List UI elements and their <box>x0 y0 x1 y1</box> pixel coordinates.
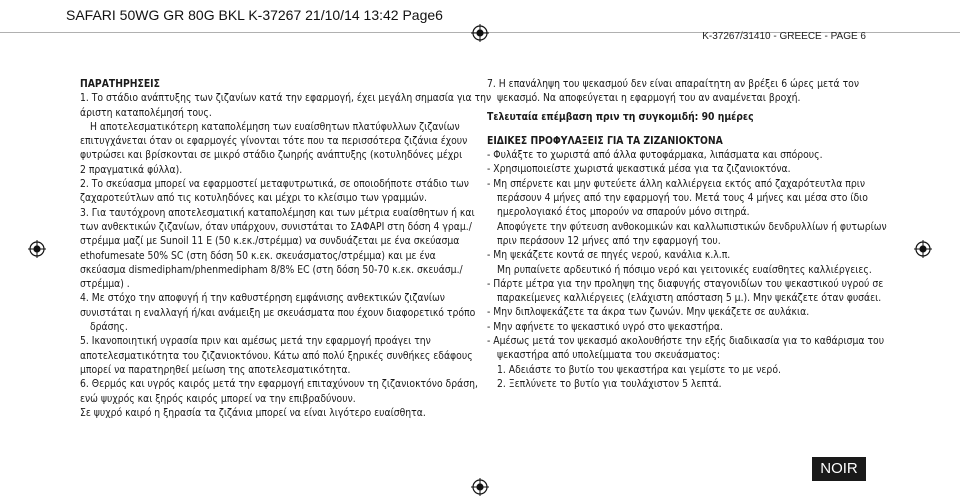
text-line: Μη ρυπαίνετε αρδευτικό ή πόσιμο νερό και γειτονικές ευαίσθητες καλλιέργειες. <box>497 263 872 276</box>
text-line: - Χρησιμοποιείστε χωριστά ψεκαστικά μέσα για τα ζιζανιοκτόνα. <box>487 163 791 176</box>
text-line: - Πάρτε μέτρα για την προληψη της διαφυγής σταγονιδίων του ψεκαστικού υγρού σε <box>487 277 884 290</box>
text-line: ethofumesate 50% SC (στη δόση 50 κ.εκ. σκευάσματος/στρέμμα) και με ένα <box>80 249 436 262</box>
text-line: - Μην αφήνετε το ψεκαστικό υγρό στο ψεκαστήρα. <box>487 320 723 333</box>
text-line: άριστη καταπολέμησή τους. <box>80 106 212 119</box>
registration-mark-icon <box>471 478 489 496</box>
last-application-value: 90 ημέρες <box>698 110 754 123</box>
text-line: 3. Για ταυτόχρονη αποτελεσματική καταπολέμηση και των μέτρια ευαίσθητων ή και <box>80 206 475 219</box>
text-line: 1. Αδειάστε το βυτίο του ψεκαστήρα και γεμίστε το με νερό. <box>497 363 781 376</box>
last-application-line <box>487 110 877 124</box>
text-line: 2 πραγματικά φύλλα). <box>80 163 183 176</box>
text-line: παρακείμενες καλλιέργειες (ελάχιστη απόσταση 5 μ.). Μην ψεκάζετε όταν φυσάει. <box>497 292 882 305</box>
text-line: πριν περάσουν 12 μήνες από την εφαρμογή του. <box>497 234 721 247</box>
text-line: σκεύασμα dismedipham/phenmedipham 8/8% EC (στη δόση 50-70 κ.εκ. σκευάσμ./ <box>80 263 463 276</box>
text-line: περάσουν 4 μήνες από την εφαρμογή του. Μετά τους 4 μήνες και μέσα στο ίδιο <box>497 192 868 205</box>
text-line: δράσης. <box>90 321 128 334</box>
text-line: Η αποτελεσματικότερη καταπολέμηση των ευαίσθητων πλατύφυλλων ζιζανίων <box>90 120 460 133</box>
remarks-heading: ΠΑΡΑΤΗΡΗΣΕΙΣ <box>80 78 160 90</box>
text-line: συνιστάται η εναλλαγή ή/και ανάμειξη με σκευάσματα που έχουν διαφορετικό τρόπο <box>80 306 476 319</box>
registration-mark-icon <box>28 240 46 258</box>
text-line: Αποφύγετε την φύτευση ανθοκομικών και καλλωπιστικών δενδρυλλίων ή φυτωρίων <box>497 220 887 233</box>
text-line: ψεκασμό. Να αποφεύγεται η εφαρμογή του αν αναμένεται βροχή. <box>497 92 801 105</box>
text-line: - Φυλάξτε το χωριστά από άλλα φυτοφάρμακα, λιπάσματα και σπόρους. <box>487 149 823 162</box>
text-line: των ανθεκτικών ζιζανίων, όταν υπάρχουν, συνιστάται το ΣΑΦΑΡΙ στη δόση 4 γραμ./ <box>80 220 472 233</box>
text-line: - Αμέσως μετά τον ψεκασμό ακολουθήστε την εξής διαδικασία για το καθάρισμα του <box>487 335 885 348</box>
left-column <box>80 77 492 420</box>
text-line: στρέμμα) . <box>80 278 130 291</box>
text-line: ζαχαροτεύτλων από τις κοτυληδόνες και μέχρι το κλείσιμο των γραμμών. <box>80 192 427 205</box>
text-line: Σε ψυχρό καιρό η ξηρασία τα ζιζάνια μπορεί να είναι λιγότερο ευαίσθητα. <box>80 406 426 419</box>
color-separation-badge: NOIR <box>812 457 866 481</box>
text-line: 1. Το στάδιο ανάπτυξης των ζιζανίων κατά την εφαρμογή, έχει μεγάλη σημασία για την <box>80 92 492 105</box>
text-line: ημερολογιακό έτος μπορούν να σπαρούν μόνο σιτηρά. <box>497 206 750 219</box>
text-line: 2. Ξεπλύνετε το βυτίο για τουλάχιστον 5 λεπτά. <box>497 377 722 390</box>
text-line: - Μη σπέρνετε και μην φυτεύετε άλλη καλλιέργεια εκτός από ζαχαρότευτλα πριν <box>487 177 866 190</box>
page-code: K-37267/31410 - GREECE - PAGE 6 <box>702 31 866 42</box>
text-line: 5. Ικανοποιητική υγρασία πριν και αμέσως μετά την εφαρμογή προάγει την <box>80 335 431 348</box>
text-line: αποτελεσματικότητα του ζιζανιοκτόνου. Κάτω από πολύ ξηρικές συνθήκες εδάφους <box>80 349 473 362</box>
registration-mark-icon <box>914 240 932 258</box>
last-application-label: Τελευταία επέμβαση πριν τη συγκομιδή: <box>487 110 699 123</box>
registration-mark-icon <box>471 24 489 42</box>
text-line: επιτυγχάνεται όταν οι εφαρμογές γίνονται τότε που τα περισσότερα ζιζάνια έχουν <box>80 135 468 148</box>
text-line: ενώ ψυχρός και ξηρός καιρός μπορεί να την επιβραδύνουν. <box>80 392 356 405</box>
text-line: στρέμμα μαζί με Sunoil 11 E (50 κ.εκ./στρέμμα) να συνδυάζεται με ένα σκεύασμα <box>80 235 460 248</box>
text-line: 4. Με στόχο την αποφυγή ή την καθυστέρηση εμφάνισης ανθεκτικών ζιζανίων <box>80 292 445 305</box>
text-line: 2. Το σκεύασμα μπορεί να εφαρμοστεί μεταφυτρωτικά, σε οποιοδήποτε στάδιο των <box>80 178 469 191</box>
text-line: ψεκαστήρα από υπολείμματα του σκευάσματος: <box>497 349 720 362</box>
text-line: μπορεί να παρατηρηθεί μείωση της αποτελεσματικότητα. <box>80 363 351 376</box>
text-line: 7. Η επανάληψη του ψεκασμού δεν είναι απαραίτητη αν βρέξει 6 ώρες μετά τον <box>487 78 860 90</box>
print-slug: SAFARI 50WG GR 80G BKL K-37267 21/10/14 13:42 Page6 <box>66 7 443 23</box>
text-line: φυτρώσει και βρίσκονται σε μικρό στάδιο ζωηρής ανάπτυξης (κοτυληδόνες μέχρι <box>80 149 463 162</box>
text-line: 6. Θερμός και υγρός καιρός μετά την εφαρμογή επιταχύνουν τη ζιζανιοκτόνο δράση, <box>80 378 478 391</box>
precautions-heading: ΕΙΔΙΚΕΣ ΠΡΟΦΥΛΑΞΕΙΣ ΓΙΑ ΤΑ ΖΙΖΑΝΙΟΚΤΟΝΑ <box>487 134 723 147</box>
text-line: - Μην διπλοψεκάζετε τα άκρα των ζωνών. Μην ψεκάζετε σε αυλάκια. <box>487 306 810 319</box>
right-column <box>487 77 887 391</box>
text-line: - Μη ψεκάζετε κοντά σε πηγές νερού, κανάλια κ.λ.π. <box>487 249 731 262</box>
